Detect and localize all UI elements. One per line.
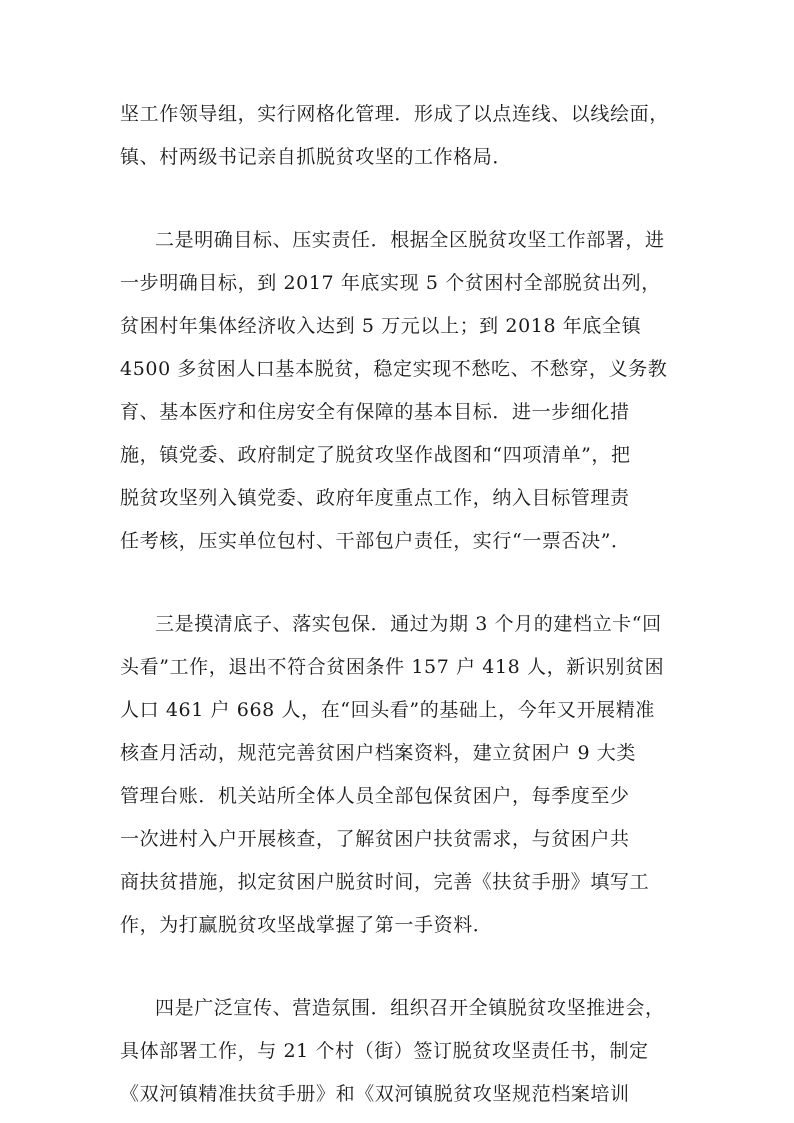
paragraph-4-start: 四是广泛宣传、营造氛围．组织召开全镇脱贫攻坚推进会， <box>155 997 665 1019</box>
text-line: 任考核，压实单位包村、干部包户责任，实行“一票否决”． <box>120 530 631 552</box>
text-line: 育、基本医疗和住房安全有保障的基本目标．进一步细化措 <box>120 401 630 423</box>
text-line: 脱贫攻坚列入镇党委、政府年度重点工作，纳入目标管理责 <box>120 487 630 509</box>
text-line: 《双河镇精准扶贫手册》和《双河镇脱贫攻坚规范档案培训 <box>120 1083 630 1105</box>
text-line: 贫困村年集体经济收入达到 5 万元以上；到 2018 年底全镇 <box>120 315 642 337</box>
text-line: 4500 多贫困人口基本脱贫，稳定实现不愁吃、不愁穿，义务教 <box>120 358 668 380</box>
text-line: 具体部署工作，与 21 个村（街）签订脱贫攻坚责任书，制定 <box>120 1040 649 1062</box>
text-line: 一步明确目标，到 2017 年底实现 5 个贫困村全部脱贫出列， <box>120 272 661 294</box>
text-line: 镇、村两级书记亲自抓脱贫攻坚的工作格局． <box>120 146 513 168</box>
text-line: 头看”工作，退出不符合贫困条件 157 户 418 人，新识别贫困 <box>120 656 665 678</box>
text-line: 商扶贫措施，拟定贫困户脱贫时间，完善《扶贫手册》填写工 <box>120 871 650 893</box>
text-line: 坚工作领导组，实行网格化管理．形成了以点连线、以线绘面， <box>120 103 669 125</box>
text-line: 作，为打赢脱贫攻坚战掌握了第一手资料． <box>120 914 493 936</box>
paragraph-2-start: 二是明确目标、压实责任．根据全区脱贫攻坚工作部署，进 <box>155 229 665 251</box>
text-line: 人口 461 户 668 人，在“回头看”的基础上，今年又开展精准 <box>120 699 655 721</box>
text-line: 施，镇党委、政府制定了脱贫攻坚作战图和“四项清单”，把 <box>120 444 631 466</box>
paragraph-3-start: 三是摸清底子、落实包保．通过为期 3 个月的建档立卡“回 <box>155 613 662 635</box>
text-line: 一次进村入户开展核查，了解贫困户扶贫需求，与贫困户共 <box>120 828 630 850</box>
text-line: 核查月活动，规范完善贫困户档案资料，建立贫困户 9 大类 <box>120 742 636 764</box>
text-line: 管理台账．机关站所全体人员全部包保贫困户，每季度至少 <box>120 785 630 807</box>
